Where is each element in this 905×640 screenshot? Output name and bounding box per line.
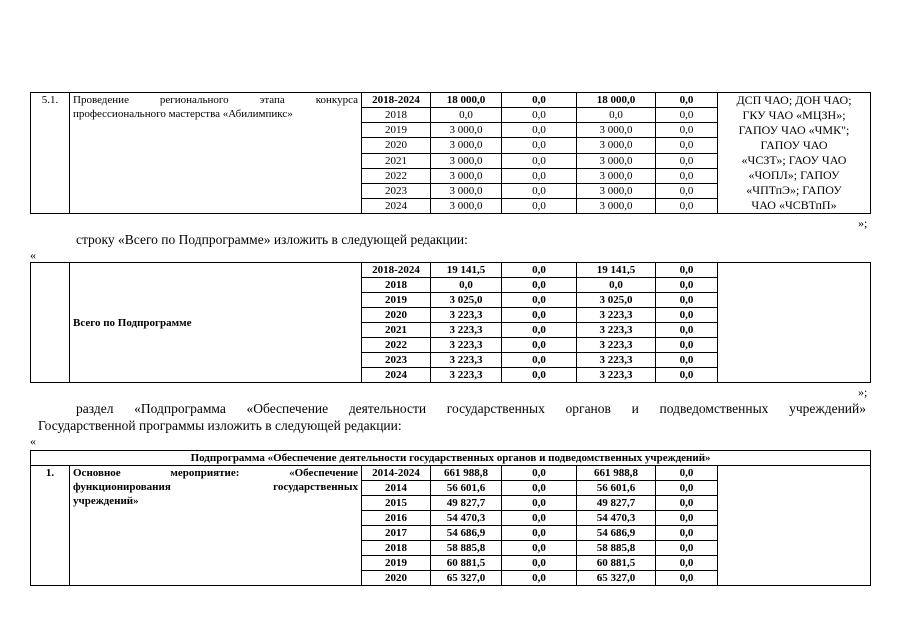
federal-cell: 0,0	[502, 293, 577, 308]
year-cell: 2017	[362, 526, 431, 541]
total-cell: 54 686,9	[431, 526, 502, 541]
executor-line: «ЧПТпЭ»; ГАПОУ	[746, 183, 842, 197]
year-cell: 2022	[362, 338, 431, 353]
regional-cell: 3 025,0	[577, 293, 656, 308]
total-cell: 3 025,0	[431, 293, 502, 308]
federal-cell: 0,0	[502, 183, 577, 198]
activity-name	[70, 466, 362, 586]
other-cell: 0,0	[656, 466, 718, 481]
year-cell: 2019	[362, 556, 431, 571]
year-cell: 2019	[362, 293, 431, 308]
other-cell: 0,0	[656, 108, 718, 123]
regional-cell: 3 000,0	[577, 153, 656, 168]
year-cell: 2024	[362, 198, 431, 213]
year-cell: 2018	[362, 541, 431, 556]
executor-line: ЧАО «ЧСВТпП»	[751, 198, 837, 212]
regional-cell: 18 000,0	[577, 93, 656, 108]
other-cell: 0,0	[656, 541, 718, 556]
year-cell: 2014-2024	[362, 466, 431, 481]
regional-cell: 65 327,0	[577, 571, 656, 586]
regional-cell: 0,0	[577, 278, 656, 293]
row-number	[31, 263, 70, 383]
table-activity-5-1	[30, 92, 871, 214]
federal-cell: 0,0	[502, 353, 577, 368]
regional-cell: 54 686,9	[577, 526, 656, 541]
federal-cell: 0,0	[502, 168, 577, 183]
year-cell: 2018-2024	[362, 263, 431, 278]
total-cell: 3 223,3	[431, 338, 502, 353]
regional-cell: 3 223,3	[577, 338, 656, 353]
federal-cell: 0,0	[502, 138, 577, 153]
federal-cell: 0,0	[502, 526, 577, 541]
federal-cell: 0,0	[502, 571, 577, 586]
year-cell: 2018	[362, 108, 431, 123]
other-cell: 0,0	[656, 183, 718, 198]
year-cell: 2018	[362, 278, 431, 293]
regional-cell: 19 141,5	[577, 263, 656, 278]
total-cell: 3 000,0	[431, 153, 502, 168]
federal-cell: 0,0	[502, 123, 577, 138]
other-cell: 0,0	[656, 93, 718, 108]
total-cell: 661 988,8	[431, 466, 502, 481]
total-cell: 0,0	[431, 108, 502, 123]
regional-cell: 3 000,0	[577, 123, 656, 138]
other-cell: 0,0	[656, 323, 718, 338]
regional-cell: 3 223,3	[577, 353, 656, 368]
other-cell: 0,0	[656, 368, 718, 383]
year-cell: 2020	[362, 308, 431, 323]
activity-name-line: Основное мероприятие: «Обеспечение	[73, 467, 358, 479]
regional-cell: 60 881,5	[577, 556, 656, 571]
regional-cell: 56 601,6	[577, 481, 656, 496]
total-cell: 3 000,0	[431, 123, 502, 138]
total-cell: 3 000,0	[431, 168, 502, 183]
activity-name	[70, 93, 362, 214]
other-cell: 0,0	[656, 198, 718, 213]
other-cell: 0,0	[656, 308, 718, 323]
other-cell: 0,0	[656, 571, 718, 586]
total-cell: 3 000,0	[431, 183, 502, 198]
federal-cell: 0,0	[502, 496, 577, 511]
executor-line: ГАПОУ ЧАО «ЧМК";	[738, 123, 850, 137]
total-cell: 18 000,0	[431, 93, 502, 108]
other-cell: 0,0	[656, 526, 718, 541]
regional-cell: 3 223,3	[577, 323, 656, 338]
other-cell: 0,0	[656, 511, 718, 526]
executor-line: «ЧОПЛ»; ГАПОУ	[748, 168, 840, 182]
federal-cell: 0,0	[502, 278, 577, 293]
regional-cell: 661 988,8	[577, 466, 656, 481]
federal-cell: 0,0	[502, 198, 577, 213]
other-cell: 0,0	[656, 293, 718, 308]
executors-cell	[718, 466, 871, 586]
federal-cell: 0,0	[502, 481, 577, 496]
total-cell: 3 000,0	[431, 138, 502, 153]
federal-cell: 0,0	[502, 541, 577, 556]
paragraph-text: раздел «Подпрограмма «Обеспечение деятельности государственных органов и подведомственных учреждений»	[76, 401, 866, 416]
executors-cell	[718, 263, 871, 383]
federal-cell: 0,0	[502, 466, 577, 481]
activity-name-line: профессионального мастерства «Абилимпикс»	[73, 108, 293, 120]
year-cell: 2019	[362, 123, 431, 138]
total-cell: 3 000,0	[431, 198, 502, 213]
federal-cell: 0,0	[502, 338, 577, 353]
other-cell: 0,0	[656, 138, 718, 153]
federal-cell: 0,0	[502, 556, 577, 571]
total-label: Всего по Подпрограмме	[70, 263, 362, 383]
regional-cell: 3 223,3	[577, 308, 656, 323]
subprogram-header: Подпрограмма «Обеспечение деятельности государственных органов и подведомственных учреждений»	[31, 451, 871, 466]
activity-name-line: функционирования государственных	[73, 481, 358, 493]
regional-cell: 3 000,0	[577, 168, 656, 183]
opening-quote: «	[30, 248, 36, 262]
year-cell: 2020	[362, 571, 431, 586]
regional-cell: 3 000,0	[577, 138, 656, 153]
federal-cell: 0,0	[502, 323, 577, 338]
executors-cell	[718, 93, 871, 214]
other-cell: 0,0	[656, 338, 718, 353]
total-cell: 3 223,3	[431, 368, 502, 383]
table-subprogram-agencies	[30, 450, 871, 586]
closing-quote: »;	[858, 385, 868, 399]
total-cell: 0,0	[431, 278, 502, 293]
year-cell: 2015	[362, 496, 431, 511]
row-number: 1.	[31, 466, 70, 586]
federal-cell: 0,0	[502, 368, 577, 383]
other-cell: 0,0	[656, 168, 718, 183]
table-row	[31, 466, 871, 481]
regional-cell: 49 827,7	[577, 496, 656, 511]
year-cell: 2014	[362, 481, 431, 496]
year-cell: 2023	[362, 183, 431, 198]
year-cell: 2021	[362, 323, 431, 338]
federal-cell: 0,0	[502, 511, 577, 526]
regional-cell: 58 885,8	[577, 541, 656, 556]
paragraph-text: строку «Всего по Подпрограмме» изложить в следующей редакции:	[76, 232, 468, 247]
executor-line: ГКУ ЧАО «МЦЗН»;	[742, 108, 846, 122]
total-cell: 58 885,8	[431, 541, 502, 556]
other-cell: 0,0	[656, 263, 718, 278]
other-cell: 0,0	[656, 153, 718, 168]
regional-cell: 3 000,0	[577, 198, 656, 213]
regional-cell: 0,0	[577, 108, 656, 123]
year-cell: 2023	[362, 353, 431, 368]
year-cell: 2018-2024	[362, 93, 431, 108]
other-cell: 0,0	[656, 481, 718, 496]
executor-line: ДСП ЧАО; ДОН ЧАО;	[736, 93, 852, 107]
row-number: 5.1.	[31, 93, 70, 214]
total-cell: 56 601,6	[431, 481, 502, 496]
activity-name-line: учреждений»	[73, 495, 139, 507]
executor-line: ГАПОУ ЧАО	[760, 138, 828, 152]
year-cell: 2021	[362, 153, 431, 168]
table-row	[31, 93, 871, 108]
executor-line: «ЧСЗТ»; ГАОУ ЧАО	[741, 153, 847, 167]
activity-name-line: Проведение регионального этапа конкурса	[73, 94, 358, 106]
total-cell: 3 223,3	[431, 353, 502, 368]
table-row	[31, 263, 871, 278]
total-cell: 60 881,5	[431, 556, 502, 571]
paragraph-text: Государственной программы изложить в следующей редакции:	[38, 418, 402, 433]
other-cell: 0,0	[656, 278, 718, 293]
year-cell: 2020	[362, 138, 431, 153]
other-cell: 0,0	[656, 123, 718, 138]
federal-cell: 0,0	[502, 108, 577, 123]
year-cell: 2022	[362, 168, 431, 183]
table-header-row	[31, 451, 871, 466]
total-cell: 19 141,5	[431, 263, 502, 278]
other-cell: 0,0	[656, 496, 718, 511]
federal-cell: 0,0	[502, 308, 577, 323]
total-cell: 3 223,3	[431, 308, 502, 323]
regional-cell: 3 223,3	[577, 368, 656, 383]
regional-cell: 54 470,3	[577, 511, 656, 526]
closing-quote: »;	[858, 216, 868, 230]
federal-cell: 0,0	[502, 263, 577, 278]
federal-cell: 0,0	[502, 153, 577, 168]
total-cell: 65 327,0	[431, 571, 502, 586]
table-subprogram-total	[30, 262, 871, 383]
total-cell: 54 470,3	[431, 511, 502, 526]
year-cell: 2016	[362, 511, 431, 526]
total-cell: 49 827,7	[431, 496, 502, 511]
opening-quote: «	[30, 434, 36, 448]
other-cell: 0,0	[656, 353, 718, 368]
regional-cell: 3 000,0	[577, 183, 656, 198]
total-cell: 3 223,3	[431, 323, 502, 338]
year-cell: 2024	[362, 368, 431, 383]
federal-cell: 0,0	[502, 93, 577, 108]
other-cell: 0,0	[656, 556, 718, 571]
